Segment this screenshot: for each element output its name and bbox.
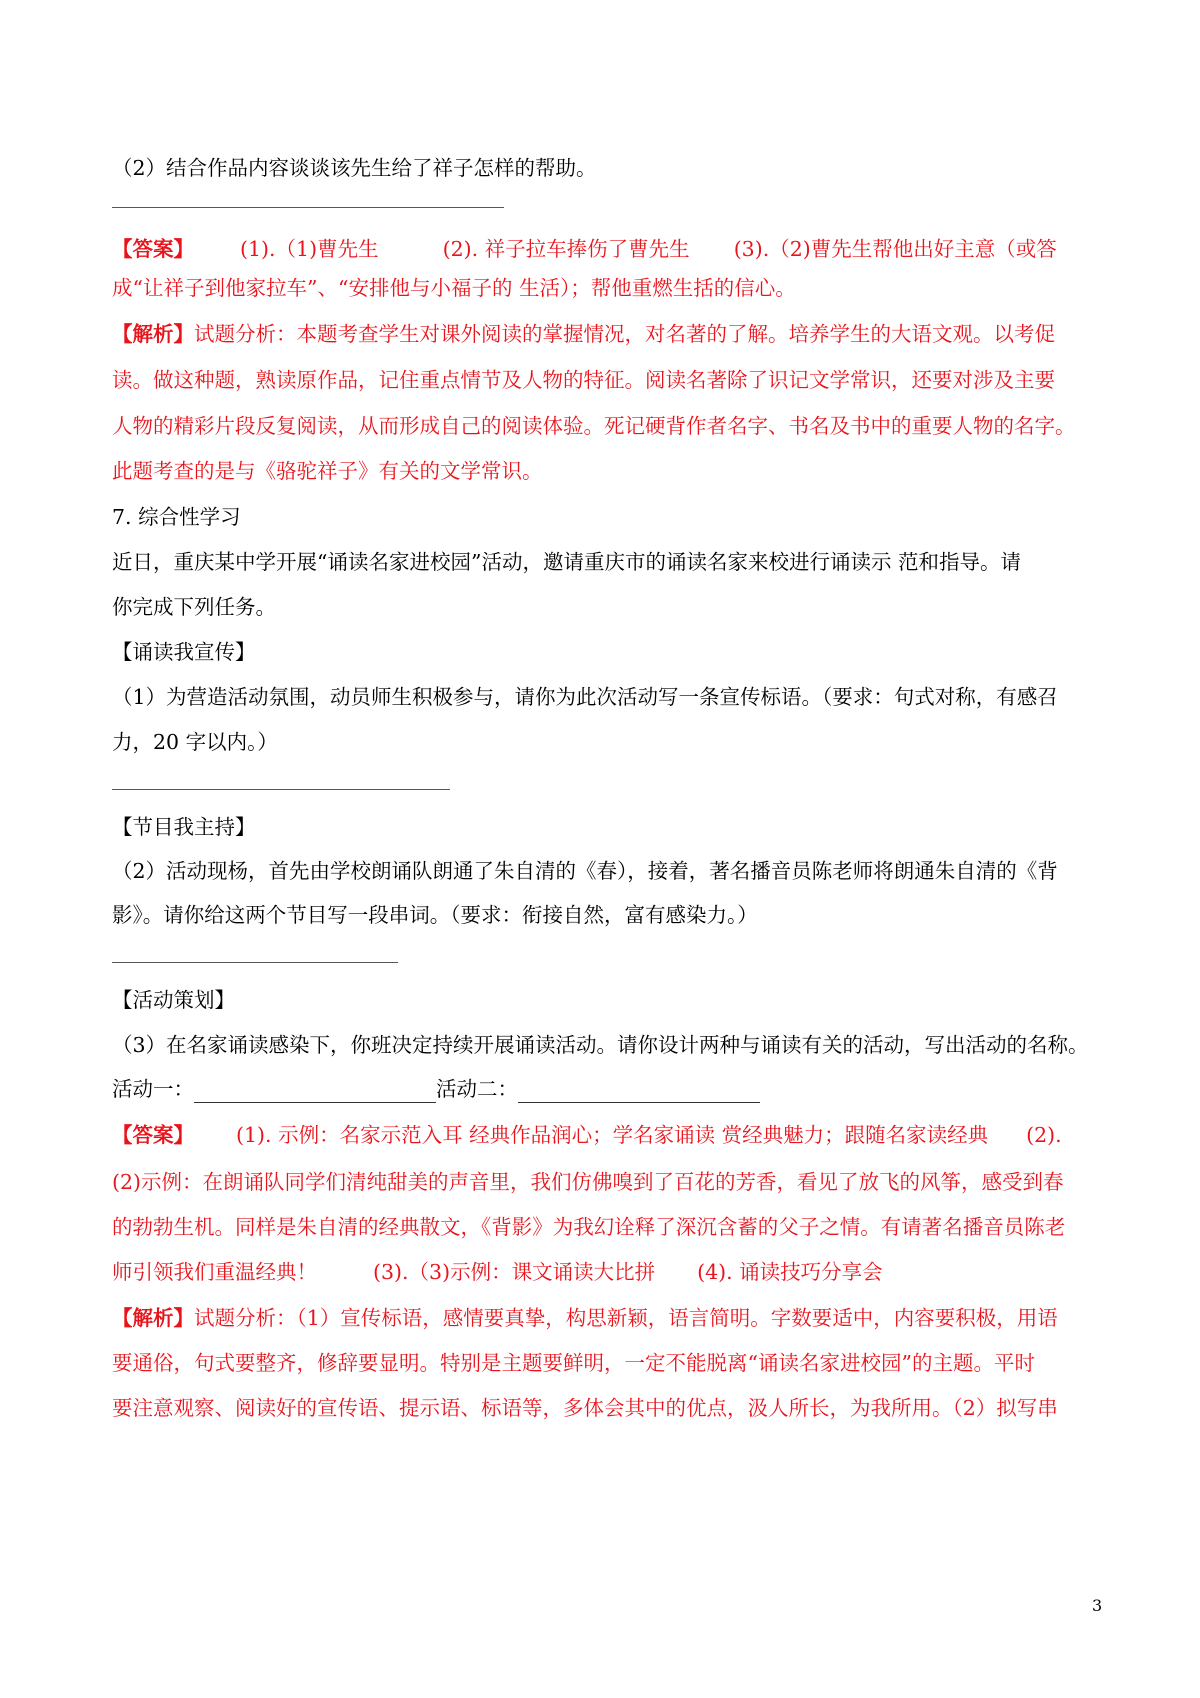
analysis-7-line-3: 要注意观察、阅读好的宣传语、提示语、标语等，多体会其中的优点，汲人所长，为我所用。（2）拟写串	[112, 1396, 1058, 1420]
analysis-6-line-1	[112, 320, 1102, 348]
question-7-3: （3）在名家诵读感染下，你班决定持续开展诵读活动。请你设计两种与诵读有关的活动，写出活动的名称。	[112, 1033, 1089, 1057]
question-7-1-line-1: （1）为营造活动氛围，动员师生积极参与，请你为此次活动写一条宣传标语。（要求：句式对称，有感召	[112, 685, 1058, 709]
answer-7-part-2-label: (2).	[1026, 1123, 1062, 1147]
question-6-part-2: （2）结合作品内容谈谈该先生给了祥子怎样的帮助。	[112, 156, 597, 180]
answer-7-part-1: (1). 示例：名家示范入耳 经典作品润心；学名家诵读 赏经典魅力；跟随名家读经典	[236, 1123, 989, 1147]
answer-line-6-2	[112, 207, 504, 208]
question-7-2-line-2: 影》。请你给这两个节目写一段串词。（要求：衔接自然，富有感染力。）	[112, 903, 758, 927]
answer-6-part-3: (3).（2)曹先生帮他出好主意（或答	[733, 237, 1057, 261]
answer-7-line-4	[112, 1258, 1102, 1286]
question-7-1-line-2: 力，20 字以内。）	[112, 730, 278, 754]
question-7-intro-2: 你完成下列任务。	[112, 595, 276, 619]
question-7-intro-1: 近日，重庆某中学开展“诵读名家进校园”活动，邀请重庆市的诵读名家来校进行诵读示 范和指导。请	[112, 550, 1021, 574]
answer-7-line-1	[112, 1121, 1102, 1149]
analysis-6-line-4: 此题考查的是与《骆驼祥子》有关的文学常识。	[112, 459, 543, 483]
section-promotion: 【诵读我宣传】	[112, 640, 256, 664]
answer-7-part-4: (4). 诵读技巧分享会	[697, 1260, 883, 1284]
activity-2-blank[interactable]	[518, 1080, 760, 1103]
analysis-6-line-3: 人物的精彩片段反复阅读，从而形成自己的阅读体验。死记硬背作者名字、书名及书中的重要人物的名字。	[112, 414, 1076, 438]
answer-line-7-2[interactable]	[112, 962, 398, 963]
answer-7-part-3: (3).（3)示例：课文诵读大比拼	[373, 1260, 656, 1284]
section-planning: 【活动策划】	[112, 988, 235, 1012]
analysis-label: 【解析】	[112, 322, 194, 346]
answer-6-part-1: (1).（1)曹先生	[240, 237, 379, 261]
section-hosting: 【节目我主持】	[112, 815, 256, 839]
analysis-7-text-1: 试题分析：（1）宣传标语，感情要真挚，构思新颖，语言简明。字数要适中，内容要积极，用语	[194, 1306, 1058, 1330]
activity-1-label: 活动一：	[112, 1077, 194, 1101]
answer-6-part-2: (2). 祥子拉车捧伤了曹先生	[442, 237, 690, 261]
answer-label: 【答案】	[112, 237, 194, 261]
answer-label: 【答案】	[112, 1123, 194, 1147]
question-7-2-line-1: （2）活动现杨，首先由学校朗诵队朗通了朱自清的《春），接着，著名播音员陈老师将朗通朱自清的《背	[112, 859, 1058, 883]
activity-blanks-line	[112, 1075, 1102, 1103]
question-7-title: 7. 综合性学习	[112, 505, 241, 529]
analysis-6-text-1: 试题分析：本题考查学生对课外阅读的掌握情况，对名著的了解。培养学生的大语文观。以考促	[194, 322, 1055, 346]
analysis-7-line-1	[112, 1304, 1102, 1332]
page-number: 3	[1092, 1596, 1103, 1615]
answer-7-line-2: (2)示例：在朗诵队同学们清纯甜美的声音里，我们仿佛嗅到了百花的芳香，看见了放飞的风筝，感受到春	[112, 1170, 1064, 1194]
answer-6-line-2: 成“让祥子到他家拉车”、“安排他与小福子的 生活）；帮他重燃生括的信心。	[112, 276, 796, 300]
answer-line-7-1[interactable]	[112, 789, 450, 790]
activity-2-label: 活动二：	[436, 1077, 518, 1101]
analysis-6-line-2: 读。做这种题，熟读原作品，记住重点情节及人物的特征。阅读名著除了识记文学常识，还要对涉及主要	[112, 368, 1055, 392]
analysis-7-line-2: 要通俗，句式要整齐，修辞要显明。特别是主题要鲜明，一定不能脱离“诵读名家进校园”的主题。平时	[112, 1351, 1035, 1375]
analysis-label: 【解析】	[112, 1306, 194, 1330]
answer-6-line-1	[112, 235, 1102, 263]
answer-7-line-3: 的勃勃生机。同样是朱自清的经典散文，《背影》为我幻诠释了深沉含蓄的父子之情。有请著名播音员陈老	[112, 1215, 1066, 1239]
activity-1-blank[interactable]	[194, 1080, 436, 1103]
answer-7-part-2-end: 师引领我们重温经典！	[112, 1260, 317, 1284]
